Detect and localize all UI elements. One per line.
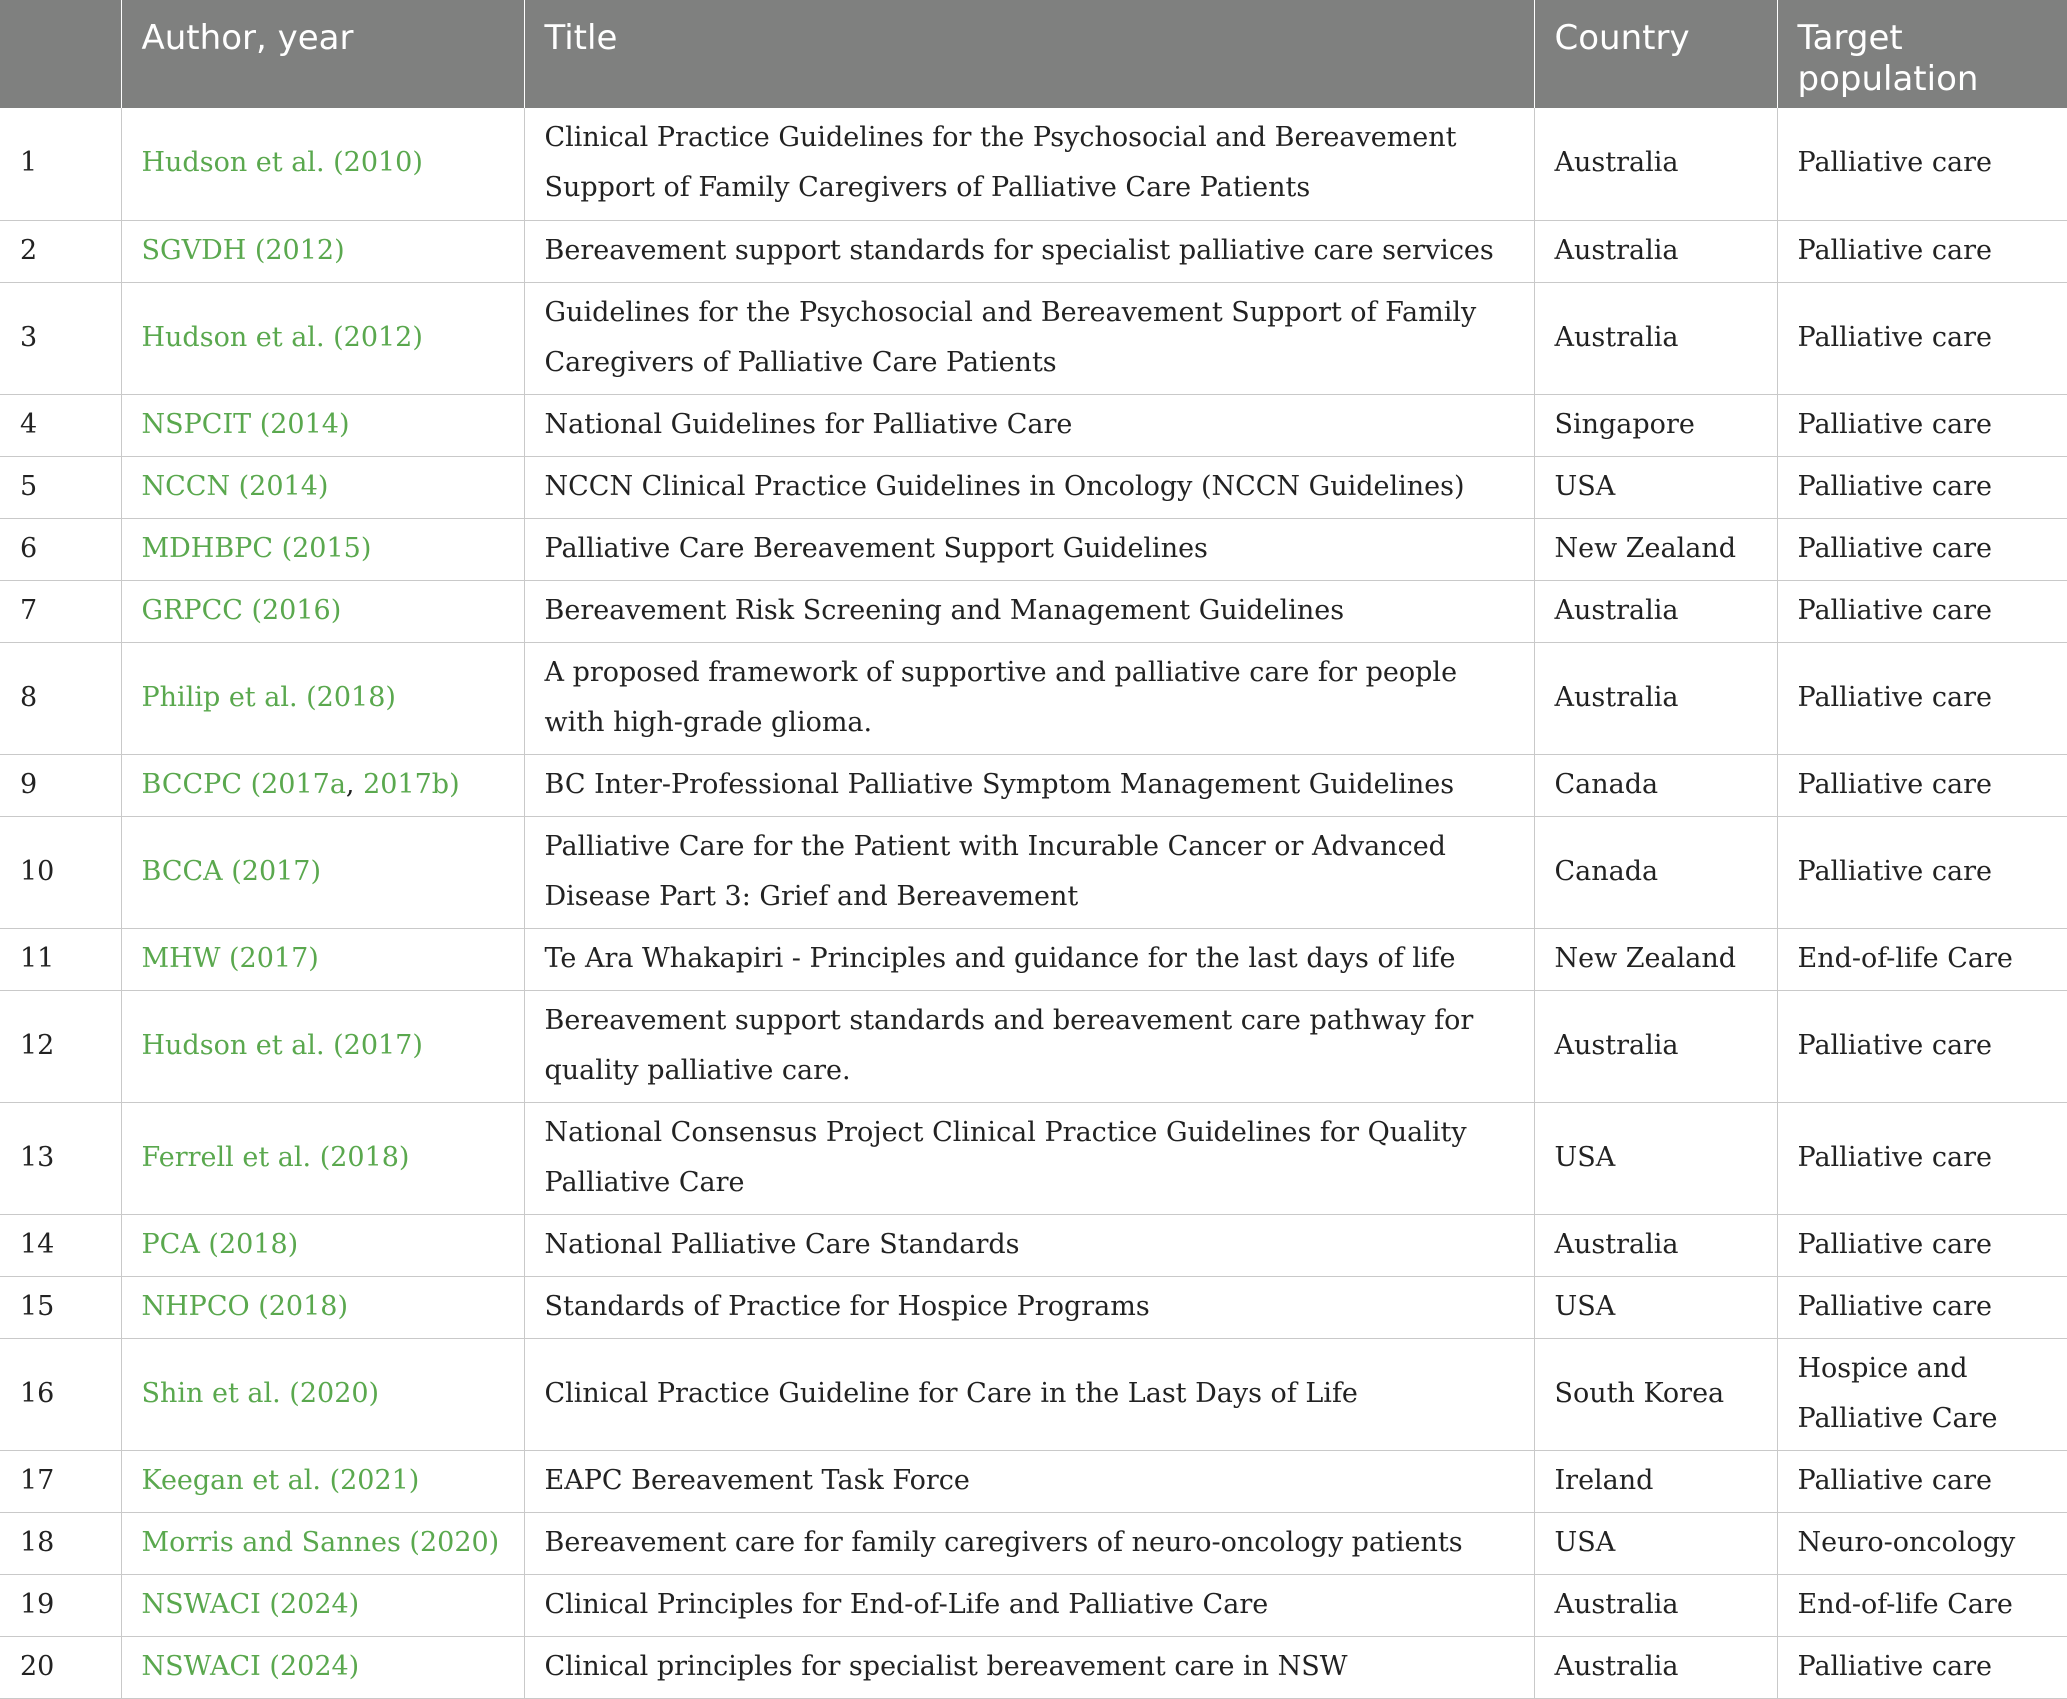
table-row [0,754,2067,816]
country-cell: Singapore [1534,394,1777,456]
title-cell: Bereavement support standards for specialist palliative care services [524,220,1534,282]
author-link[interactable]: GRPCC (2016) [141,594,342,626]
target-population-cell: Palliative care [1777,1102,2067,1214]
target-population-cell: Palliative care [1777,282,2067,394]
title-cell: Guidelines for the Psychosocial and Bereavement Support of Family Caregivers of Palliative Care Patients [524,282,1534,394]
author-cell [121,1102,524,1214]
author-cell [121,518,524,580]
author-link[interactable]: Shin et al. (2020) [141,1377,380,1409]
title-cell: Palliative Care Bereavement Support Guidelines [524,518,1534,580]
author-cell [121,220,524,282]
target-population-cell: Hospice and Palliative Care [1777,1338,2067,1450]
country-cell: USA [1534,1512,1777,1574]
target-population-cell: Palliative care [1777,220,2067,282]
country-cell: Australia [1534,642,1777,754]
table-row [0,1636,2067,1698]
row-number: 3 [0,282,121,394]
country-cell: Australia [1534,1636,1777,1698]
target-population-cell: End-of-life Care [1777,1574,2067,1636]
author-cell [121,282,524,394]
row-number: 17 [0,1450,121,1512]
row-number: 2 [0,220,121,282]
author-cell [121,1214,524,1276]
country-cell: Australia [1534,580,1777,642]
table-row [0,1574,2067,1636]
country-cell: Australia [1534,1214,1777,1276]
country-cell: Canada [1534,754,1777,816]
table-row [0,1338,2067,1450]
author-cell [121,1276,524,1338]
table-row [0,108,2067,220]
header-author-year: Author, year [121,0,524,108]
table-row [0,282,2067,394]
author-cell [121,928,524,990]
header-title: Title [524,0,1534,108]
author-link[interactable]: Philip et al. (2018) [141,681,396,713]
author-link[interactable]: BCCPC (2017a [141,768,346,800]
author-link[interactable]: Keegan et al. (2021) [141,1464,420,1496]
header-number [0,0,121,108]
author-cell [121,456,524,518]
row-number: 14 [0,1214,121,1276]
table-row [0,394,2067,456]
target-population-cell: Palliative care [1777,580,2067,642]
country-cell: Australia [1534,282,1777,394]
title-cell: NCCN Clinical Practice Guidelines in Oncology (NCCN Guidelines) [524,456,1534,518]
header-target-population: Target population [1777,0,2067,108]
author-link[interactable]: NSWACI (2024) [141,1650,360,1682]
country-cell: Australia [1534,220,1777,282]
table-row [0,1102,2067,1214]
target-population-cell: Palliative care [1777,642,2067,754]
target-population-cell: Palliative care [1777,1276,2067,1338]
table-row [0,456,2067,518]
row-number: 10 [0,816,121,928]
table-row [0,990,2067,1102]
target-population-cell: End-of-life Care [1777,928,2067,990]
target-population-cell: Palliative care [1777,1450,2067,1512]
row-number: 19 [0,1574,121,1636]
title-cell: Te Ara Whakapiri - Principles and guidance for the last days of life [524,928,1534,990]
author-link[interactable]: Ferrell et al. (2018) [141,1141,410,1173]
title-cell: Palliative Care for the Patient with Incurable Cancer or Advanced Disease Part 3: Grief and Bereavement [524,816,1534,928]
title-cell: Bereavement Risk Screening and Management Guidelines [524,580,1534,642]
author-cell [121,990,524,1102]
author-link[interactable]: MDHBPC (2015) [141,532,372,564]
target-population-cell: Palliative care [1777,394,2067,456]
author-cell [121,108,524,220]
row-number: 4 [0,394,121,456]
target-population-cell: Palliative care [1777,518,2067,580]
title-cell: BC Inter-Professional Palliative Symptom Management Guidelines [524,754,1534,816]
target-population-cell: Palliative care [1777,754,2067,816]
table-row [0,816,2067,928]
author-link[interactable]: NSWACI (2024) [141,1588,360,1620]
title-cell: National Palliative Care Standards [524,1214,1534,1276]
author-cell [121,642,524,754]
author-link[interactable]: NHPCO (2018) [141,1290,348,1322]
row-number: 7 [0,580,121,642]
row-number: 6 [0,518,121,580]
target-population-cell: Palliative care [1777,1214,2067,1276]
target-population-cell: Palliative care [1777,1636,2067,1698]
title-cell: Clinical principles for specialist bereavement care in NSW [524,1636,1534,1698]
row-number: 13 [0,1102,121,1214]
row-number: 12 [0,990,121,1102]
row-number: 5 [0,456,121,518]
author-link[interactable]: 2017b) [363,768,460,800]
table-row [0,1214,2067,1276]
country-cell: USA [1534,1276,1777,1338]
title-cell: Bereavement care for family caregivers of neuro-oncology patients [524,1512,1534,1574]
author-link[interactable]: Morris and Sannes (2020) [141,1526,500,1558]
author-link[interactable]: PCA (2018) [141,1228,299,1260]
title-cell: Standards of Practice for Hospice Programs [524,1276,1534,1338]
table-row [0,642,2067,754]
author-cell [121,754,524,816]
author-link[interactable]: BCCA (2017) [141,855,322,887]
author-link[interactable]: Hudson et al. (2012) [141,321,423,353]
title-cell: National Consensus Project Clinical Practice Guidelines for Quality Palliative Care [524,1102,1534,1214]
row-number: 8 [0,642,121,754]
country-cell: New Zealand [1534,928,1777,990]
author-cell [121,1636,524,1698]
title-cell: A proposed framework of supportive and palliative care for people with high-grade glioma. [524,642,1534,754]
row-number: 18 [0,1512,121,1574]
country-cell: Canada [1534,816,1777,928]
country-cell: Australia [1534,1574,1777,1636]
country-cell: Australia [1534,990,1777,1102]
country-cell: Ireland [1534,1450,1777,1512]
table-row [0,1276,2067,1338]
author-separator: , [345,768,364,800]
header-row [0,0,2067,108]
author-cell [121,1574,524,1636]
row-number: 11 [0,928,121,990]
author-cell [121,394,524,456]
table-row [0,1450,2067,1512]
author-cell [121,816,524,928]
table-row [0,518,2067,580]
country-cell: USA [1534,456,1777,518]
row-number: 1 [0,108,121,220]
title-cell: EAPC Bereavement Task Force [524,1450,1534,1512]
country-cell: USA [1534,1102,1777,1214]
header-country: Country [1534,0,1777,108]
author-link[interactable]: Hudson et al. (2017) [141,1029,423,1061]
title-cell: Clinical Practice Guideline for Care in the Last Days of Life [524,1338,1534,1450]
author-link[interactable]: Hudson et al. (2010) [141,147,423,179]
title-cell: Clinical Practice Guidelines for the Psychosocial and Bereavement Support of Family Caregivers of Palliative Care Patients [524,108,1534,220]
country-cell: Australia [1534,108,1777,220]
target-population-cell: Palliative care [1777,816,2067,928]
row-number: 9 [0,754,121,816]
table-header [0,0,2067,108]
target-population-cell: Neuro-oncology [1777,1512,2067,1574]
title-cell: Bereavement support standards and bereavement care pathway for quality palliative care. [524,990,1534,1102]
table-row [0,580,2067,642]
table-row [0,220,2067,282]
row-number: 20 [0,1636,121,1698]
author-cell [121,580,524,642]
country-cell: South Korea [1534,1338,1777,1450]
author-link[interactable]: MHW (2017) [141,942,319,974]
target-population-cell: Palliative care [1777,456,2067,518]
table-row [0,1512,2067,1574]
row-number: 15 [0,1276,121,1338]
author-cell [121,1512,524,1574]
table-body [0,108,2067,1698]
target-population-cell: Palliative care [1777,990,2067,1102]
title-cell: National Guidelines for Palliative Care [524,394,1534,456]
author-cell [121,1450,524,1512]
author-cell [121,1338,524,1450]
target-population-cell: Palliative care [1777,108,2067,220]
country-cell: New Zealand [1534,518,1777,580]
title-cell: Clinical Principles for End-of-Life and Palliative Care [524,1574,1534,1636]
row-number: 16 [0,1338,121,1450]
author-link[interactable]: NCCN (2014) [141,470,329,502]
author-link[interactable]: NSPCIT (2014) [141,408,350,440]
table-row [0,928,2067,990]
author-link[interactable]: SGVDH (2012) [141,234,345,266]
